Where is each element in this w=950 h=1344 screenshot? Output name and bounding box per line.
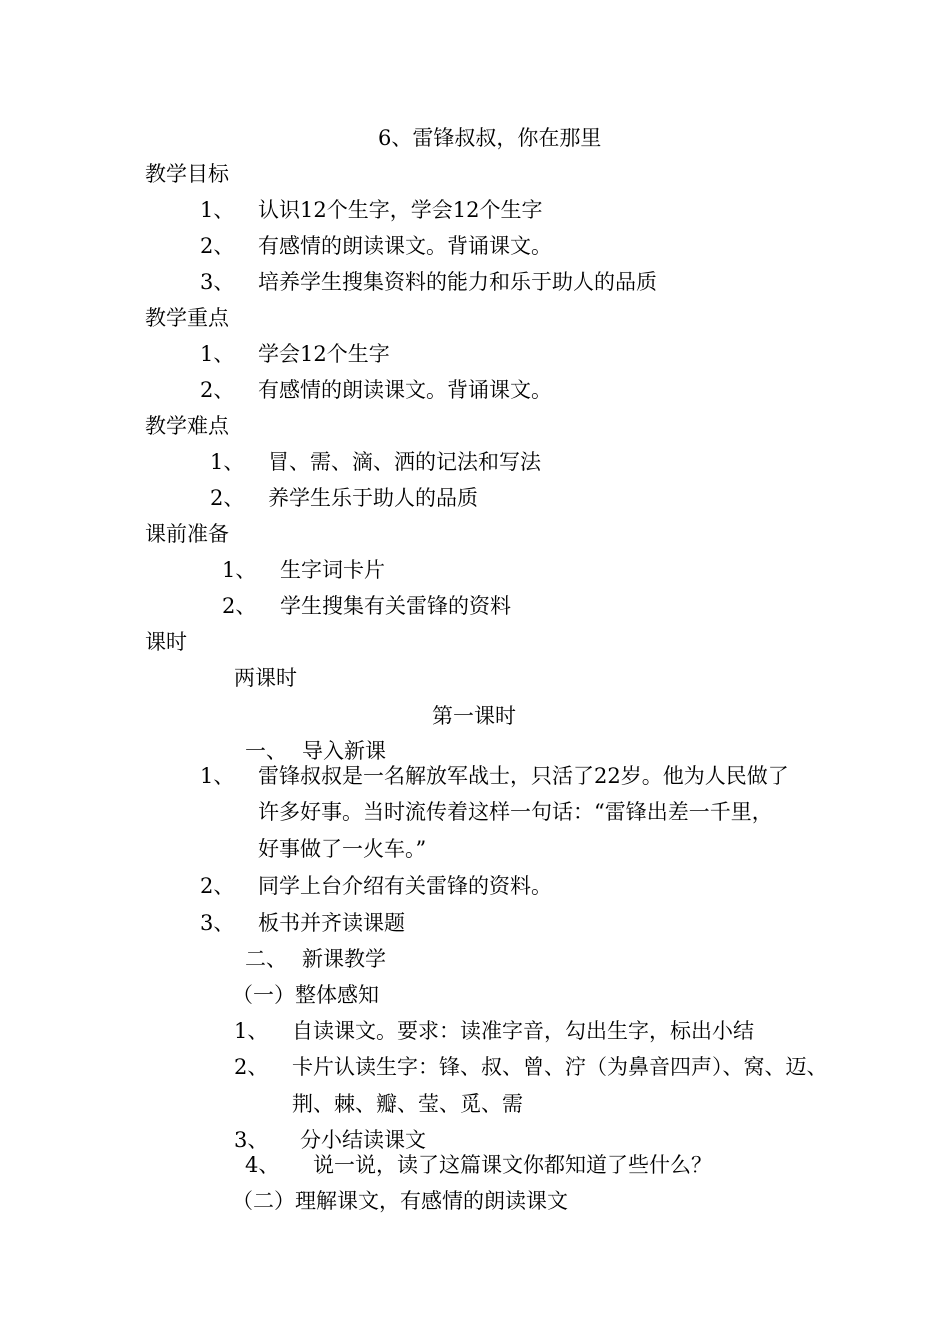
preparation-heading: 课前准备 [145, 522, 229, 546]
difficulty-number: 2、 [210, 486, 245, 510]
section-title: 导入新课 [302, 739, 386, 763]
difficulty-number: 1、 [210, 450, 245, 474]
periods-heading: 课时 [145, 630, 187, 654]
intro-item-line: 同学上台介绍有关雷锋的资料。 [258, 874, 552, 898]
difficulty-text: 养学生乐于助人的品质 [268, 486, 478, 510]
preparation-text: 学生搜集有关雷锋的资料 [280, 594, 511, 618]
key-point-text: 学会12个生字 [258, 342, 390, 366]
section-number: 二、 [245, 947, 287, 971]
task-number: 2、 [234, 1055, 269, 1079]
task-number: 1、 [234, 1019, 269, 1043]
task-line: 说一说，读了这篇课文你都知道了些什么？ [313, 1153, 712, 1177]
key-points-heading: 教学重点 [145, 306, 229, 330]
intro-item-line: 好事做了一火车。” [258, 837, 427, 861]
goal-text: 有感情的朗读课文。背诵课文。 [258, 234, 552, 258]
difficulty-text: 冒、需、滴、洒的记法和写法 [268, 450, 541, 474]
section-number: 一、 [245, 739, 287, 763]
intro-item-line: 雷锋叔叔是一名解放军战士，只活了22岁。他为人民做了 [258, 764, 789, 788]
periods-value: 两课时 [234, 666, 297, 690]
goal-text: 认识12个生字，学会12个生字 [258, 198, 543, 222]
task-number: 4、 [245, 1153, 280, 1177]
goal-number: 1、 [200, 198, 235, 222]
goal-number: 3、 [200, 270, 235, 294]
intro-item-line: 许多好事。当时流传着这样一句话：“雷锋出差一千里， [258, 800, 773, 824]
subsection-label: （二）理解课文，有感情的朗读课文 [232, 1189, 568, 1213]
key-point-number: 1、 [200, 342, 235, 366]
intro-item-number: 3、 [200, 911, 235, 935]
intro-item-number: 1、 [200, 764, 235, 788]
task-line: 荆、棘、瓣、莹、觅、需 [292, 1092, 523, 1116]
lesson-title: 6、雷锋叔叔，你在那里 [378, 126, 602, 150]
key-point-number: 2、 [200, 378, 235, 402]
key-point-text: 有感情的朗读课文。背诵课文。 [258, 378, 552, 402]
subsection-label: （一）整体感知 [232, 983, 379, 1007]
preparation-number: 2、 [222, 594, 257, 618]
intro-item-line: 板书并齐读课题 [258, 911, 405, 935]
goal-text: 培养学生搜集资料的能力和乐于助人的品质 [258, 270, 657, 294]
task-number: 3、 [234, 1128, 269, 1152]
goal-number: 2、 [200, 234, 235, 258]
preparation-text: 生字词卡片 [280, 558, 385, 582]
first-period-heading: 第一课时 [432, 704, 516, 728]
intro-item-number: 2、 [200, 874, 235, 898]
task-line: 卡片认读生字：锋、叔、曾、泞（为鼻音四声）、窝、迈、 [292, 1055, 828, 1079]
goals-heading: 教学目标 [145, 162, 229, 186]
task-line: 分小结读课文 [300, 1128, 426, 1152]
preparation-number: 1、 [222, 558, 257, 582]
section-title: 新课教学 [302, 947, 386, 971]
task-line: 自读课文。要求：读准字音，勾出生字，标出小结 [292, 1019, 754, 1043]
difficulties-heading: 教学难点 [145, 414, 229, 438]
